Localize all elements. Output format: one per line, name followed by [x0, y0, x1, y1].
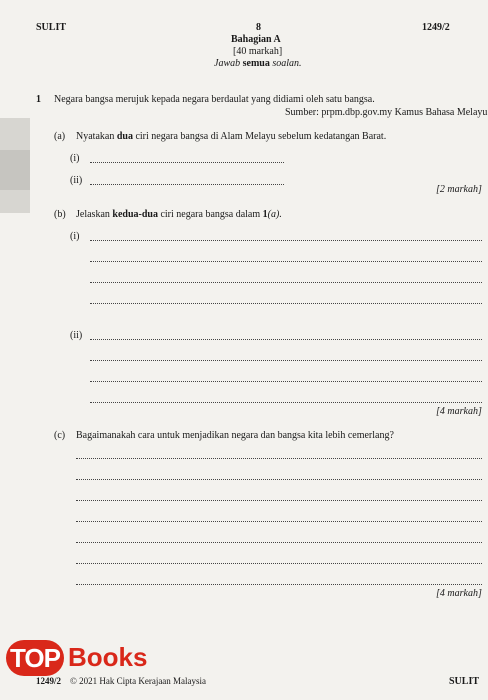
answer-line-c-4[interactable]: [76, 521, 482, 522]
part-c-question: Bagaimanakah cara untuk menjadikan negara dan bangsa kita lebih cemerlang?: [76, 430, 394, 441]
question-source: Sumber: prpm.dbp.gov.my Kamus Bahasa Melayu: [285, 107, 488, 118]
answer-line-c-2[interactable]: [76, 479, 482, 480]
answer-line-b-i-2[interactable]: [90, 261, 482, 262]
section-marks-text: [40 markah]: [233, 46, 283, 57]
section-instruction: [214, 58, 302, 69]
page-number: 8: [256, 22, 261, 33]
part-a-suffix: ciri negara bangsa di Alam Melayu sebelum kedatangan Barat.: [132, 131, 387, 142]
instruction-bold: semua: [242, 58, 270, 69]
answer-line-a-i[interactable]: [90, 162, 284, 163]
answer-line-b-i-4[interactable]: [90, 303, 482, 304]
answer-line-c-6[interactable]: [76, 563, 482, 564]
answer-line-b-i-3[interactable]: [90, 282, 482, 283]
part-b-prefix: Jelaskan: [76, 209, 113, 220]
part-b-question: [76, 209, 282, 220]
header-sulit: SULIT: [36, 22, 67, 33]
paper-code: 1249/2: [422, 22, 450, 33]
part-a-marks: [2 markah]: [436, 184, 482, 195]
part-b-item-ii-label: (ii): [70, 330, 83, 341]
logo-top-badge: TOP: [6, 640, 64, 676]
page-edge-tab-dark: [0, 150, 30, 190]
part-b-ref: 1: [262, 209, 268, 220]
part-b-item-i-label: (i): [70, 231, 80, 242]
answer-line-c-7[interactable]: [76, 584, 482, 585]
part-a-item-i-label: (i): [70, 153, 80, 164]
part-c-marks: [4 markah]: [436, 588, 482, 599]
footer-sulit: SULIT: [449, 676, 480, 687]
answer-line-c-3[interactable]: [76, 500, 482, 501]
answer-line-b-ii-4[interactable]: [90, 402, 482, 403]
answer-line-a-ii[interactable]: [90, 184, 284, 185]
answer-line-b-ii-3[interactable]: [90, 381, 482, 382]
footer-code: 1249/2: [36, 676, 62, 686]
part-b-suffix: (a).: [267, 209, 282, 220]
instruction-suffix: soalan.: [269, 58, 302, 69]
question-number: 1: [36, 94, 41, 105]
part-a-prefix: Nyatakan: [76, 131, 117, 142]
section-title: Bahagian A: [231, 34, 281, 45]
part-b-bold: kedua-dua: [112, 209, 158, 220]
part-b-label: (b): [54, 209, 66, 220]
part-b-marks: [4 markah]: [436, 406, 482, 417]
topbooks-logo: [0, 640, 170, 680]
part-a-item-ii-label: (ii): [70, 175, 83, 186]
footer-copyright: © 2021 Hak Cipta Kerajaan Malaysia: [70, 676, 207, 686]
answer-line-b-i-1[interactable]: [90, 240, 482, 241]
logo-books-text: Books: [68, 642, 148, 672]
part-a-question: [76, 131, 386, 142]
answer-line-c-1[interactable]: [76, 458, 482, 459]
question-statement: Negara bangsa merujuk kepada negara berdaulat yang didiami oleh satu bangsa.: [54, 94, 375, 105]
answer-line-c-5[interactable]: [76, 542, 482, 543]
section-marks: [233, 46, 282, 57]
part-b-mid: ciri negara bangsa dalam: [157, 209, 263, 220]
part-c-label: (c): [54, 430, 66, 441]
instruction-prefix: Jawab: [214, 58, 243, 69]
part-a-label: (a): [54, 131, 66, 142]
answer-line-b-ii-2[interactable]: [90, 360, 482, 361]
part-a-bold: dua: [116, 131, 133, 142]
answer-line-b-ii-1[interactable]: [90, 339, 482, 340]
